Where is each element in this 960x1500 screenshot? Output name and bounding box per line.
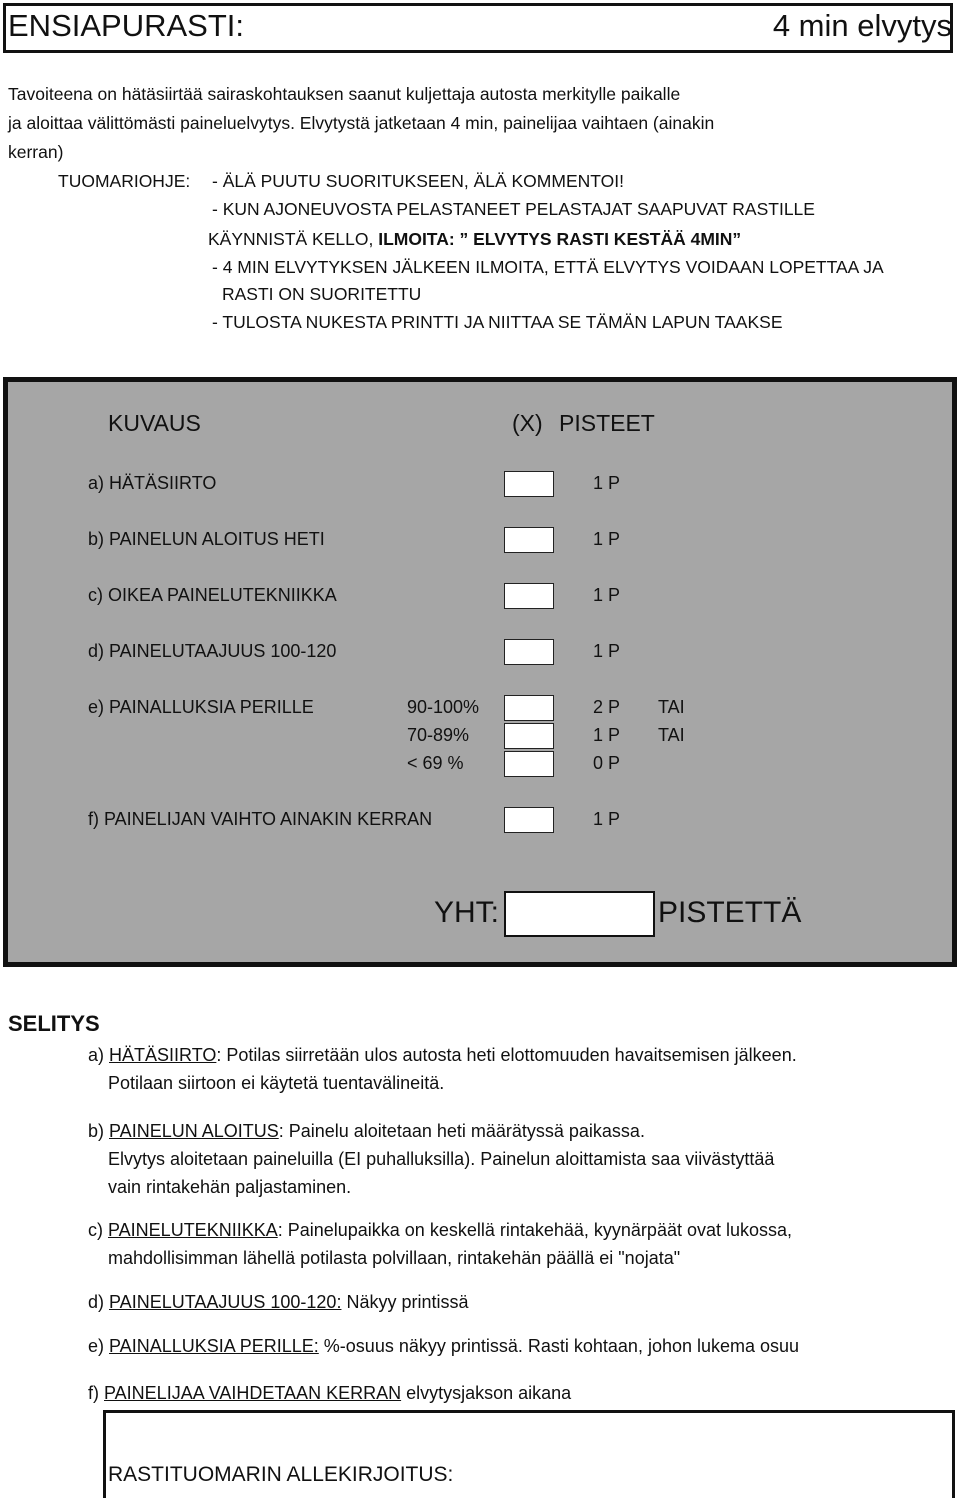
total-input[interactable] — [504, 891, 655, 937]
note-e1: TAI — [658, 697, 685, 717]
explanation-f: f) PAINELIJAA VAIHDETAAN KERRAN elvytysjakson aikana — [88, 1383, 572, 1403]
explanation-c: c) PAINELUTEKNIIKKA: Painelupaikka on keskellä rintakehää, kyynärpäät ovat lukossa, — [88, 1220, 793, 1240]
points-e3: 0 P — [593, 753, 621, 773]
score-row-label-b: b) PAINELUN ALOITUS HETI — [88, 529, 325, 549]
range-label-e1: 90-100% — [407, 697, 480, 717]
checkbox-a[interactable] — [504, 471, 554, 497]
score-row-label-e: e) PAINALLUKSIA PERILLE — [88, 697, 314, 717]
score-row-label-d: d) PAINELUTAAJUUS 100-120 — [88, 641, 337, 661]
score-row-label-a: a) HÄTÄSIIRTO — [88, 473, 217, 493]
intro-line-2: ja aloittaa välittömästi paineluelvytys. Elvytystä jatketaan 4 min, painelijaa vaihtaen (ainakin — [8, 113, 715, 133]
checkbox-f[interactable] — [504, 807, 554, 833]
checkbox-c[interactable] — [504, 583, 554, 609]
range-label-e2: 70-89% — [407, 725, 470, 745]
judge-instruction-4: - 4 MIN ELVYTYKSEN JÄLKEEN ILMOITA, ETTÄ ELVYTYS VOIDAAN LOPETTAA JA — [212, 257, 884, 277]
score-panel — [3, 377, 957, 967]
duration-label: 4 min elvytys — [772, 8, 952, 43]
score-row-points-a: 1 P — [593, 473, 621, 493]
checkbox-e-70-89[interactable] — [504, 723, 554, 749]
explanation-b-cont-2: vain rintakehän paljastaminen. — [108, 1177, 352, 1197]
signature-label: RASTITUOMARIN ALLEKIRJOITUS: — [108, 1463, 454, 1486]
judge-instruction-2: - KUN AJONEUVOSTA PELASTANEET PELASTAJAT SAAPUVAT RASTILLE — [212, 199, 815, 219]
checkbox-e-under-69[interactable] — [504, 751, 554, 777]
total-label: YHT: — [434, 896, 500, 929]
judge-instructions-label: TUOMARIOHJE: — [58, 171, 191, 191]
total-unit-label: PISTETTÄ — [658, 896, 802, 929]
checkbox-d[interactable] — [504, 639, 554, 665]
score-row-points-c: 1 P — [593, 585, 621, 605]
explanations-heading: SELITYS — [8, 1011, 100, 1036]
judge-instruction-1: - ÄLÄ PUUTU SUORITUKSEEN, ÄLÄ KOMMENTOI! — [212, 171, 624, 191]
mark-column-header: (X) — [512, 410, 543, 436]
checkbox-e-90-100[interactable] — [504, 695, 554, 721]
explanation-c-cont: mahdollisimman lähellä potilasta polvillaan, rintakehän päällä ei "nojata" — [108, 1248, 681, 1268]
explanation-d: d) PAINELUTAAJUUS 100-120: Näkyy printissä — [88, 1292, 469, 1312]
points-column-header: PISTEET — [559, 410, 655, 436]
explanation-a-cont: Potilaan siirtoon ei käytetä tuentavälineitä. — [108, 1073, 445, 1093]
note-e2: TAI — [658, 725, 685, 745]
score-row-label-c: c) OIKEA PAINELUTEKNIIKKA — [88, 585, 337, 605]
judge-instruction-5: - TULOSTA NUKESTA PRINTTI JA NIITTAA SE TÄMÄN LAPUN TAAKSE — [212, 312, 783, 332]
score-row-points-d: 1 P — [593, 641, 621, 661]
explanation-a: a) HÄTÄSIIRTO: Potilas siirretään ulos autosta heti elottomuuden havaitsemisen jälkeen. — [88, 1045, 797, 1065]
explanation-b: b) PAINELUN ALOITUS: Painelu aloitetaan heti määrätyssä paikassa. — [88, 1121, 645, 1141]
intro-line-1: Tavoiteena on hätäsiirtää sairaskohtauksen saanut kuljettaja autosta merkitylle paikalle — [8, 84, 681, 104]
points-e2: 1 P — [593, 725, 621, 745]
score-row-label-f: f) PAINELIJAN VAIHTO AINAKIN KERRAN — [88, 809, 433, 829]
judge-instruction-4-cont: RASTI ON SUORITETTU — [222, 284, 422, 304]
points-e1: 2 P — [593, 697, 621, 717]
checkbox-b[interactable] — [504, 527, 554, 553]
description-column-header: KUVAUS — [108, 410, 201, 436]
intro-line-3: kerran) — [8, 142, 64, 162]
range-label-e3: < 69 % — [407, 753, 464, 773]
judge-instruction-3: KÄYNNISTÄ KELLO, ILMOITA: ” ELVYTYS RASTI KESTÄÄ 4MIN” — [208, 229, 742, 249]
explanation-e: e) PAINALLUKSIA PERILLE: %-osuus näkyy printissä. Rasti kohtaan, johon lukema osuu — [88, 1336, 800, 1356]
score-row-points-f: 1 P — [593, 809, 621, 829]
score-row-points-b: 1 P — [593, 529, 621, 549]
page-title: ENSIAPURASTI: — [8, 8, 244, 43]
explanation-b-cont-1: Elvytys aloitetaan paineluilla (EI puhalluksilla). Painelun aloittamista saa viivästyttää — [108, 1149, 775, 1169]
